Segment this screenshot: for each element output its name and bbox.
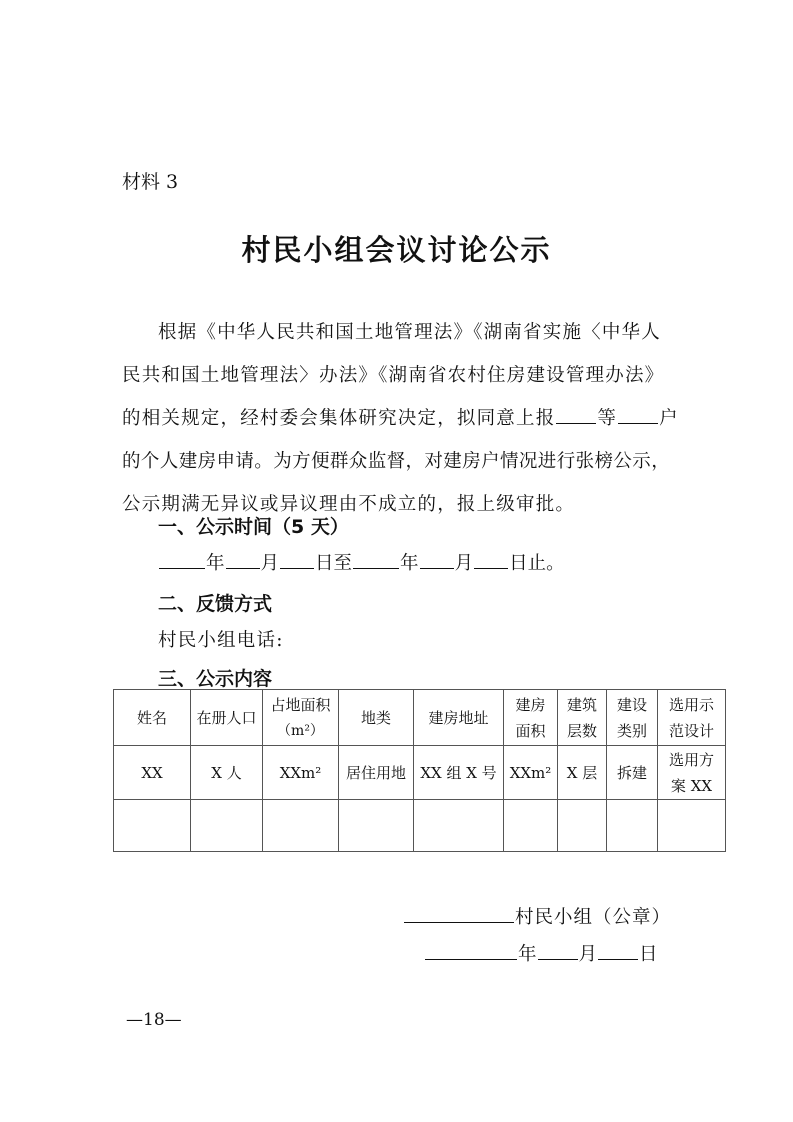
intro-line-1: 根据《中华人民共和国土地管理法》《湖南省实施〈中华人: [158, 322, 661, 343]
empty-cell[interactable]: [191, 800, 263, 852]
month-label: 月: [454, 553, 474, 574]
empty-cell[interactable]: [504, 800, 558, 852]
intro-line-3: [122, 404, 679, 430]
section-1-heading: 一、公示时间（5 天）: [158, 516, 349, 538]
sign-day-blank[interactable]: [598, 941, 638, 960]
start-year-blank[interactable]: [159, 550, 205, 569]
signature-date: [424, 940, 658, 966]
page-title: 村民小组会议讨论公示: [241, 233, 552, 267]
month-label: 月: [260, 553, 280, 574]
applicant-blank[interactable]: [556, 405, 596, 424]
header-cell: 姓名: [114, 690, 191, 746]
header-cell: 建筑 层数: [558, 690, 607, 746]
start-day-blank[interactable]: [280, 550, 314, 569]
header-cell: 地类: [339, 690, 414, 746]
page-number: —18—: [126, 1010, 182, 1030]
year-label: 年: [400, 553, 419, 574]
empty-cell[interactable]: [607, 800, 658, 852]
day-label: 日: [639, 944, 658, 965]
section-3-heading: 三、公示内容: [158, 668, 273, 690]
header-cell: 在册人口: [191, 690, 263, 746]
header-cell: 选用示 范设计: [658, 690, 726, 746]
material-label: 材料 3: [122, 171, 179, 193]
empty-cell[interactable]: [414, 800, 504, 852]
header-cell: 建房地址: [414, 690, 504, 746]
cell-population: X 人: [191, 746, 263, 800]
empty-cell[interactable]: [658, 800, 726, 852]
phone-label: 村民小组电话:: [158, 630, 284, 651]
day-to-label: 日至: [315, 553, 353, 574]
cell-construction-type: 拆建: [607, 746, 658, 800]
month-label: 月: [578, 944, 598, 965]
cell-design: 选用方 案 XX: [658, 746, 726, 800]
intro-hu: 户: [659, 408, 679, 429]
intro-line-4: 的个人建房申请。为方便群众监督，对建房户情况进行张榜公示，: [122, 451, 671, 472]
publicity-table: [113, 689, 726, 852]
cell-address: XX 组 X 号: [414, 746, 504, 800]
empty-cell[interactable]: [263, 800, 339, 852]
year-label: 年: [518, 944, 537, 965]
intro-deng: 等: [597, 408, 618, 429]
cell-building-area: XXm²: [504, 746, 558, 800]
start-month-blank[interactable]: [226, 550, 260, 569]
publicity-period: [158, 549, 565, 575]
end-year-blank[interactable]: [353, 550, 399, 569]
cell-name: XX: [114, 746, 191, 800]
table-header-row: [114, 690, 726, 746]
end-month-blank[interactable]: [420, 550, 454, 569]
header-cell: 建设 类别: [607, 690, 658, 746]
cell-floors: X 层: [558, 746, 607, 800]
group-seal-label: 村民小组（公章）: [515, 907, 672, 928]
day-end-label: 日止。: [509, 553, 565, 574]
intro-line-2: 民共和国土地管理法〉办法》《湖南省农村住房建设管理办法》: [122, 365, 665, 386]
end-day-blank[interactable]: [474, 550, 508, 569]
cell-land-type: 居住用地: [339, 746, 414, 800]
table-row-empty: [114, 800, 726, 852]
intro-line-5: 公示期满无异议或异议理由不成立的，报上级审批。: [122, 494, 576, 515]
header-cell: 建房 面积: [504, 690, 558, 746]
intro-line-3-text: 的相关规定，经村委会集体研究决定，拟同意上报: [122, 408, 556, 429]
group-seal-line: [403, 903, 671, 929]
group-name-blank[interactable]: [404, 904, 514, 923]
empty-cell[interactable]: [114, 800, 191, 852]
sign-year-blank[interactable]: [425, 941, 517, 960]
sign-month-blank[interactable]: [538, 941, 578, 960]
section-2-heading: 二、反馈方式: [158, 593, 273, 615]
cell-land-area: XXm²: [263, 746, 339, 800]
table-row: [114, 746, 726, 800]
household-count-blank[interactable]: [618, 405, 658, 424]
year-label: 年: [206, 553, 225, 574]
empty-cell[interactable]: [339, 800, 414, 852]
empty-cell[interactable]: [558, 800, 607, 852]
header-cell: 占地面积 （m²）: [263, 690, 339, 746]
